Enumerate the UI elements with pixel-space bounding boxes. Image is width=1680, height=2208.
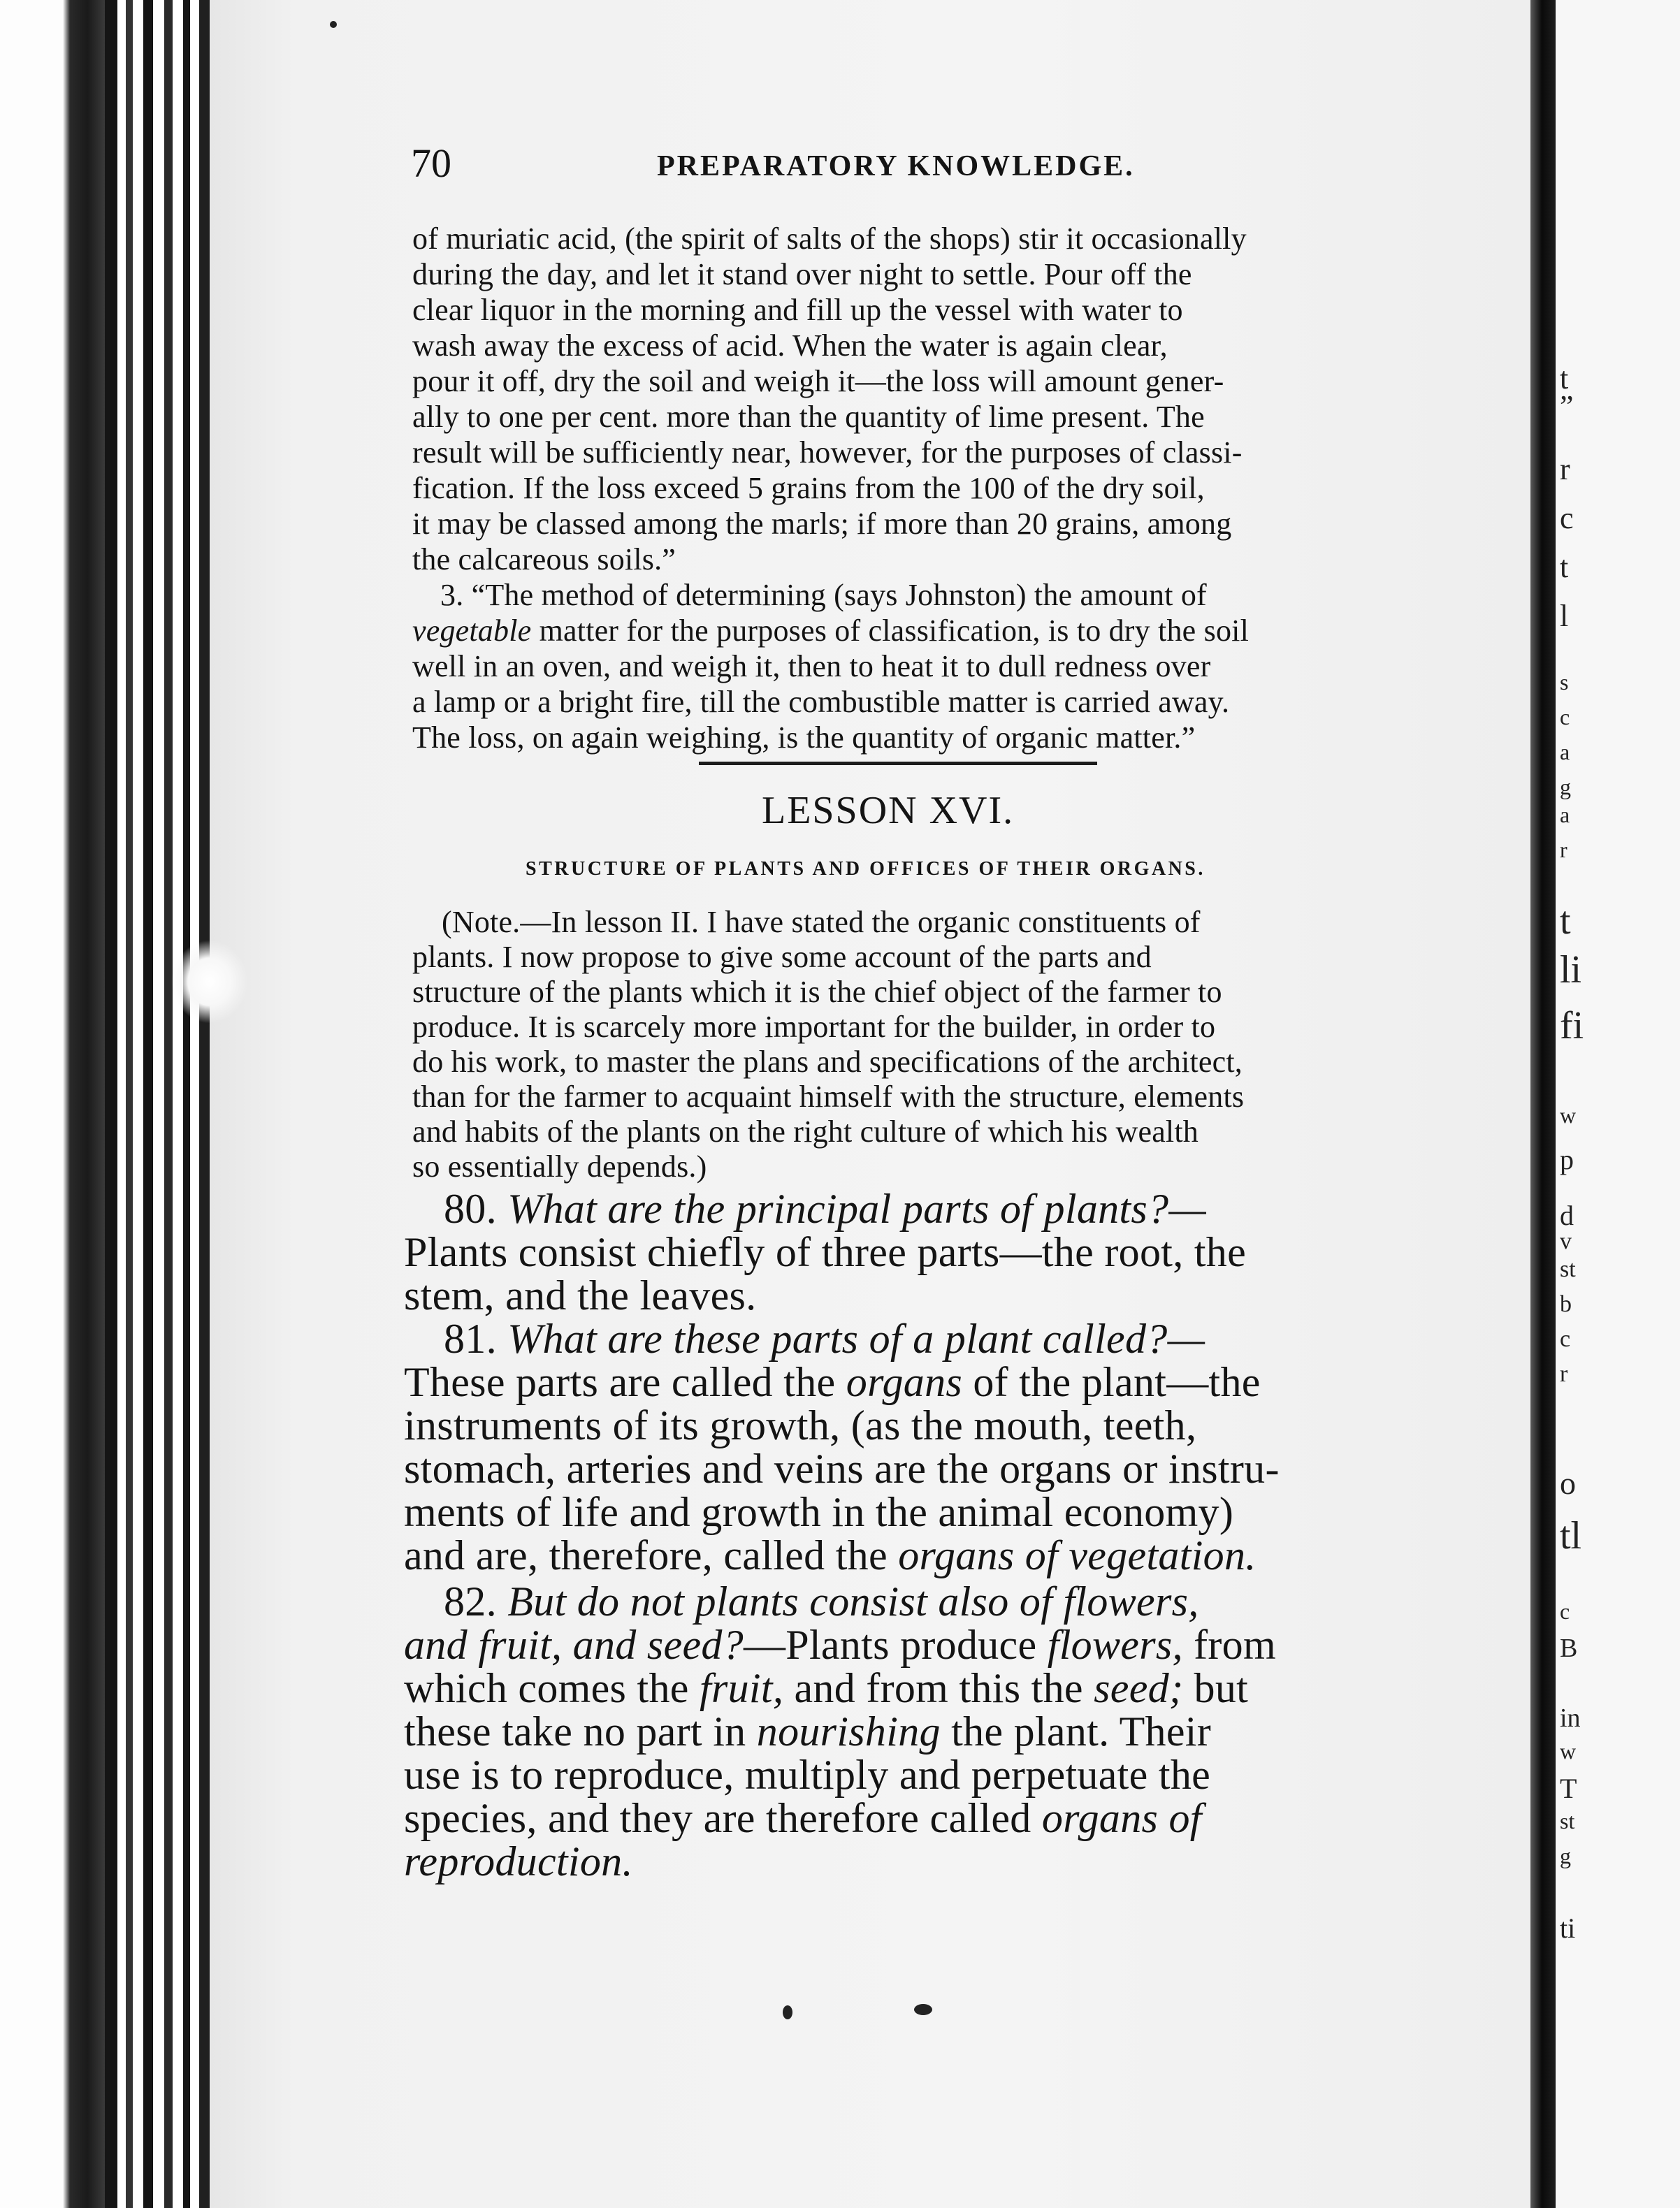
running-title: PREPARATORY KNOWLEDGE. — [657, 150, 1135, 182]
text-line: Plants consist chiefly of three parts—the root, the — [404, 1229, 1247, 1275]
facing-page-fragment: b — [1560, 1291, 1572, 1317]
text-line: and habits of the plants on the right culture of which his wealth — [412, 1114, 1199, 1149]
facing-page-fragment: a — [1560, 739, 1570, 764]
text-run: and are, therefore, called the — [404, 1532, 899, 1578]
lesson-subtitle: STRUCTURE OF PLANTS AND OFFICES OF THEIR ORGANS. — [526, 858, 1205, 880]
facing-page-fragment: c — [1560, 1599, 1570, 1624]
text-line: ments of life and growth in the animal economy) — [404, 1489, 1234, 1535]
text-line — [404, 1840, 633, 1882]
question-text: and fruit, and seed? — [404, 1622, 744, 1668]
page-number: 70 — [411, 140, 451, 186]
text-line: the calcareous soils.” — [412, 542, 676, 576]
page-edge-6 — [199, 0, 210, 2208]
text-run: which comes the — [404, 1665, 700, 1711]
facing-page-fragment: r — [1560, 1361, 1568, 1387]
text-line — [404, 1708, 1212, 1755]
text-line: (Note.—In lesson II. I have stated the organic constituents of — [442, 905, 1201, 939]
text-line: wash away the excess of acid. When the water is again clear, — [412, 328, 1168, 363]
question-text: What are the principal parts of plants?— — [507, 1186, 1206, 1232]
page-edge-3 — [143, 0, 153, 2208]
text-run: —Plants produce — [743, 1622, 1048, 1668]
italic-word: fruit, — [700, 1665, 784, 1711]
text-line: do his work, to master the plans and specifications of the architect, — [412, 1045, 1243, 1079]
text-line — [444, 1578, 1199, 1625]
facing-page-fragment: p — [1560, 1144, 1574, 1175]
italic-word: reproduction. — [404, 1838, 633, 1884]
facing-page-fragment: w — [1560, 1103, 1577, 1128]
text-run: species, and they are therefore called — [404, 1795, 1042, 1841]
facing-page-fragment: t — [1560, 361, 1569, 395]
facing-page-fragment: ti — [1560, 1912, 1576, 1944]
italic-word: vegetable — [412, 613, 532, 648]
page-edge-2 — [126, 0, 133, 2208]
text-run: from — [1182, 1622, 1276, 1668]
italic-word: organs of — [1041, 1795, 1202, 1841]
text-line: a lamp or a bright fire, till the combustible matter is carried away. — [412, 685, 1230, 719]
ink-speck — [783, 2005, 792, 2019]
text-line: well in an oven, and weigh it, then to heat it to dull redness over — [412, 649, 1211, 683]
page-edge-5 — [183, 0, 190, 2208]
text-line — [404, 1797, 1202, 1839]
facing-page-fragment: B — [1560, 1634, 1578, 1663]
facing-page-fragment: t — [1560, 550, 1569, 584]
facing-page-fragment: tl — [1560, 1514, 1582, 1557]
text-run: These parts are called the — [404, 1359, 846, 1405]
facing-page-fragment: c — [1560, 501, 1574, 535]
text-line: so essentially depends.) — [412, 1149, 707, 1184]
italic-word: nourishing — [756, 1708, 941, 1755]
text-line: stem, and the leaves. — [404, 1272, 757, 1319]
text-line — [404, 1667, 1248, 1709]
text-line — [404, 1624, 1276, 1666]
text-line: than for the farmer to acquaint himself with the structure, elements — [412, 1080, 1245, 1114]
text-line: fication. If the loss exceed 5 grains from the 100 of the dry soil, — [412, 471, 1205, 505]
facing-page-fragment: v — [1560, 1228, 1572, 1254]
text-line: of muriatic acid, (the spirit of salts of the shops) stir it occasionally — [412, 221, 1247, 256]
facing-page-fragment: c — [1560, 1326, 1571, 1352]
ink-speck — [330, 21, 337, 28]
question-number: 81. — [444, 1316, 497, 1362]
page-edge-1 — [105, 0, 117, 2208]
text-line — [404, 1361, 1261, 1403]
lesson-title: LESSON XVI. — [762, 789, 1015, 832]
facing-page-fragment: a — [1560, 802, 1570, 827]
text-line — [444, 1188, 1206, 1230]
facing-page-fragment: li — [1560, 948, 1582, 992]
book-spine-shadow — [0, 0, 105, 2208]
text-line: plants. I now propose to give some account of the parts and — [412, 940, 1152, 974]
text-run: and from this the — [783, 1665, 1094, 1711]
text-line: use is to reproduce, multiply and perpetuate the — [404, 1752, 1211, 1798]
text-line — [412, 613, 1249, 648]
section-divider — [699, 762, 1097, 765]
text-line — [444, 1318, 1205, 1360]
text-line: clear liquor in the morning and fill up the vessel with water to — [412, 293, 1183, 327]
italic-word: flowers, — [1047, 1622, 1183, 1668]
facing-page-fragment: in — [1560, 1704, 1581, 1733]
text-line: structure of the plants which it is the chief object of the farmer to — [412, 975, 1222, 1009]
text-line: during the day, and let it stand over night to settle. Pour off the — [412, 257, 1192, 291]
facing-page-fragment: g — [1560, 1843, 1571, 1868]
text-run: matter for the purposes of classification, is to dry the soil — [531, 613, 1249, 648]
facing-page-fragment: l — [1560, 599, 1569, 633]
facing-page-fragment: T — [1560, 1773, 1577, 1804]
question-number: 82. — [444, 1578, 497, 1625]
facing-page — [1556, 0, 1680, 2208]
facing-page-fragment: d — [1560, 1200, 1574, 1231]
italic-word: organs — [846, 1359, 963, 1405]
text-line: ally to one per cent. more than the quantity of lime present. The — [412, 400, 1205, 434]
facing-page-fragment: r — [1560, 452, 1570, 486]
facing-page-fragment: t — [1560, 899, 1571, 943]
facing-page-fragment: s — [1560, 669, 1569, 695]
question-text: But do not plants consist also of flowers, — [507, 1578, 1199, 1625]
text-run: these take no part in — [404, 1708, 757, 1755]
question-text: What are these parts of a plant called?— — [507, 1316, 1205, 1362]
facing-page-fragment: st — [1560, 1256, 1576, 1282]
italic-word: seed; — [1094, 1665, 1184, 1711]
italic-word: organs of vegetation. — [898, 1532, 1257, 1578]
text-run: the plant. Their — [940, 1708, 1212, 1755]
text-run: of the plant—the — [962, 1359, 1261, 1405]
facing-page-fragment: w — [1560, 1738, 1577, 1764]
paper-smudge — [171, 940, 248, 1024]
text-line — [404, 1534, 1257, 1576]
text-line: The loss, on again weighing, is the quantity of organic matter.” — [412, 720, 1196, 755]
facing-page-fragment: fi — [1560, 1004, 1584, 1047]
text-line: stomach, arteries and veins are the organs or instru- — [404, 1446, 1280, 1492]
text-line: produce. It is scarcely more important for the builder, in order to — [412, 1010, 1216, 1044]
facing-page-fragment: st — [1560, 1808, 1575, 1833]
question-number: 80. — [444, 1186, 497, 1232]
page-edge-4 — [164, 0, 173, 2208]
ink-speck — [914, 2004, 932, 2015]
facing-page-fragment: ” — [1560, 389, 1574, 423]
facing-page-fragment: r — [1560, 837, 1567, 862]
facing-page-fragment: g — [1560, 774, 1571, 799]
text-run: but — [1183, 1665, 1249, 1711]
facing-page-fragment: o — [1560, 1465, 1576, 1501]
text-line: pour it off, dry the soil and weigh it—the loss will amount gener- — [412, 364, 1224, 398]
facing-page-fragment: c — [1560, 704, 1570, 729]
gutter-shadow — [1530, 0, 1556, 2208]
text-line: 3. “The method of determining (says Johnston) the amount of — [440, 578, 1207, 612]
text-line: instruments of its growth, (as the mouth, teeth, — [404, 1402, 1197, 1448]
text-line: it may be classed among the marls; if more than 20 grains, among — [412, 507, 1232, 541]
text-line: result will be sufficiently near, however, for the purposes of classi- — [412, 435, 1243, 470]
